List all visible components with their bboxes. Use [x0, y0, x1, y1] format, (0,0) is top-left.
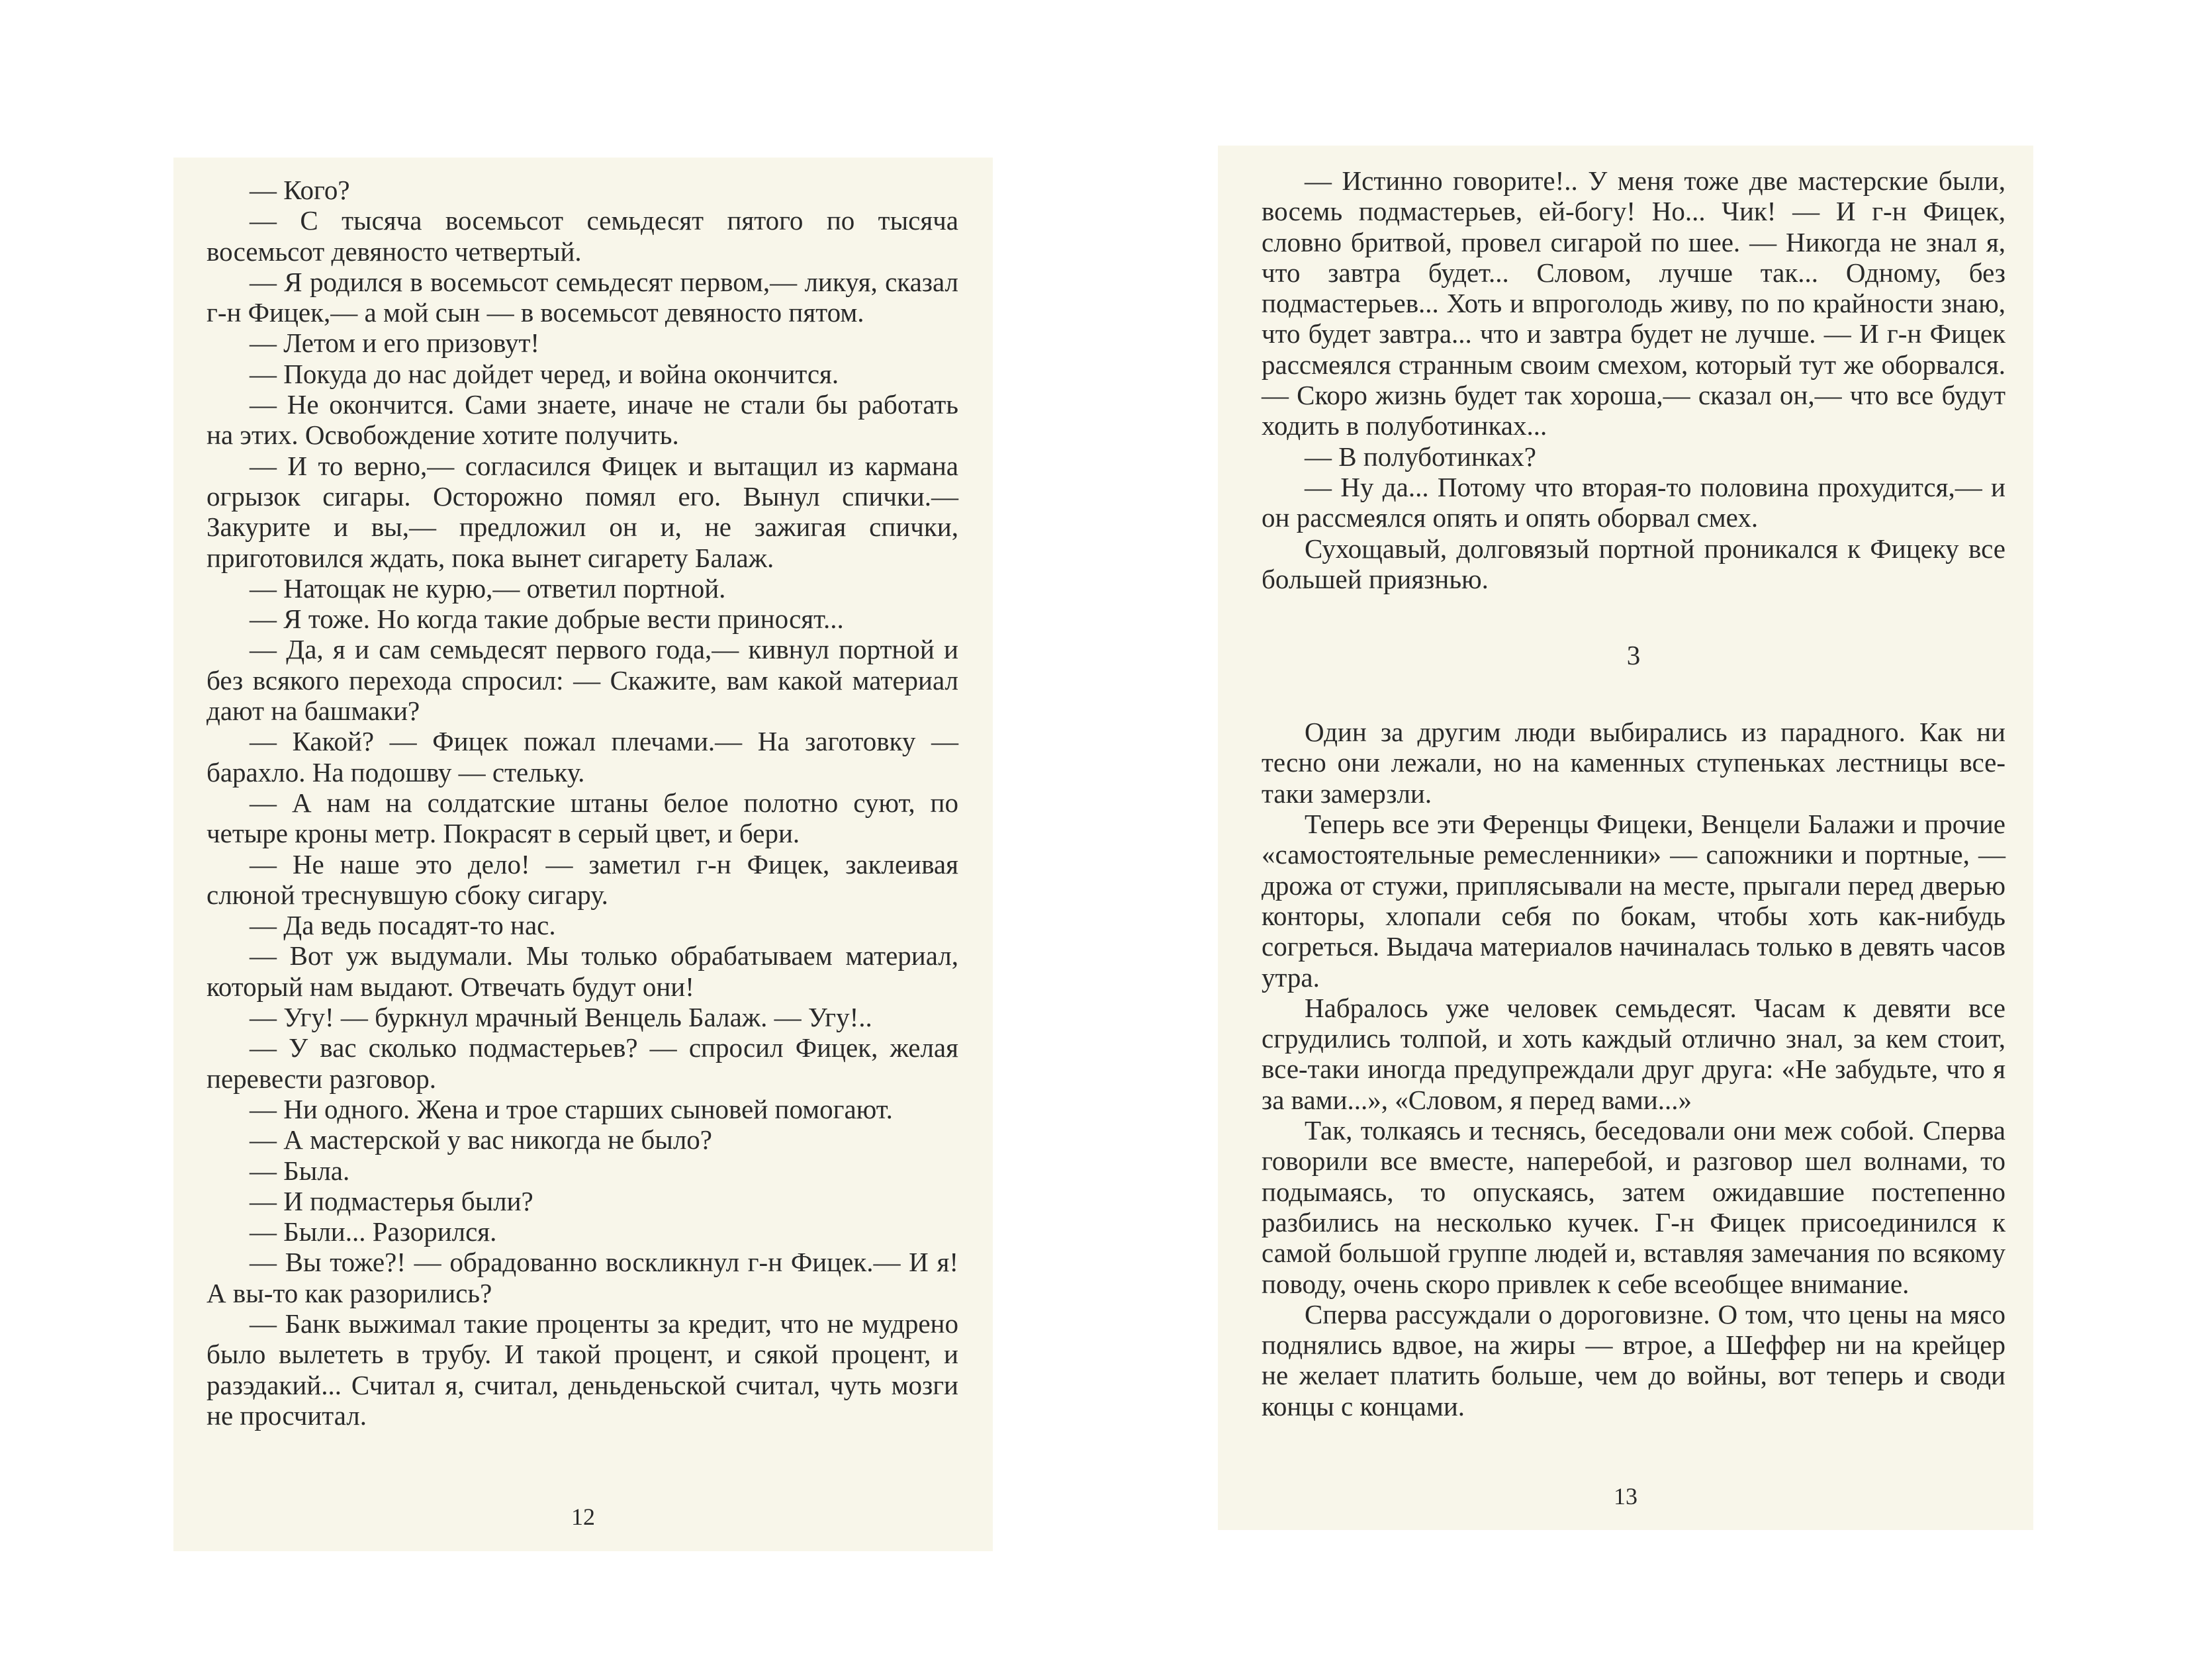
page-number: 13: [1614, 1483, 1637, 1509]
paragraph: — А мастерской у вас никогда не было?: [250, 1124, 712, 1155]
paragraph: — Вы тоже?! — обрадованно воскликнул г-н Фицек.— И я! А вы-то как разорились?: [207, 1247, 958, 1308]
paragraph: — Я тоже. Но когда такие добрые вести приносят...: [250, 604, 844, 635]
paragraph: — Да, я и сам семьдесят первого года,— кивнул портной и без всякого перехода спросил: — Скажите, вам какой материал дают на башмаки?: [207, 634, 958, 727]
paragraph: — Кого?: [250, 175, 350, 205]
paragraph: — Натощак не курю,— ответил портной.: [250, 572, 726, 604]
paragraph: — А нам на солдатские штаны белое полотно суют, по четыре кроны метр. Покрасят в серый цвет, и бери.: [207, 787, 958, 849]
paragraph: — У вас сколько подмастерьев? — спросил Фицек, желая перевести разговор.: [207, 1032, 958, 1094]
left-page: [173, 158, 993, 1551]
paragraph: — Да ведь посадят-то нас.: [250, 910, 556, 941]
paragraph: Теперь все эти Ференцы Фицеки, Венцели Балажи и прочие «самостоятельные ремесленники» — сапожники и портные, — дрожа от стужи, приплясывали на месте, прыгали перед дверью конторы, хлопали себя по бокам, чтобы хоть как-нибудь согреться. Выдача материалов начиналась только в девять часов утра.: [1262, 809, 2005, 993]
paragraph: — Летом и его призовут!: [250, 328, 540, 359]
paragraph: Сперва рассуждали о дороговизне. О том, что цены на мясо поднялись вдвое, на жиры — втрое, а Шеффер ни на крейцер не желает платить больше, чем до войны, вот теперь и своди концы с концами.: [1262, 1298, 2005, 1421]
paragraph: — Какой? — Фицек пожал плечами.— На заготовку — барахло. На подошву — стельку.: [207, 726, 958, 788]
page-number: 12: [571, 1504, 595, 1530]
paragraph: Набралось уже человек семьдесят. Часам к девяти все сгрудились толпой, и хоть каждый отлично знал, за кем стоит, все-таки иногда предупреждали друг друга: «Не забудьте, что я за вами...», «Словом, я перед вами...»: [1262, 992, 2005, 1115]
paragraph: — Я родился в восемьсот семьдесят первом,— ликуя, сказал г-н Фицек,— а мой сын — в восемьсот девяносто пятом.: [207, 266, 958, 328]
paragraph: — И подмастерья были?: [250, 1185, 533, 1216]
paragraph: — Покуда до нас дойдет черед, и война окончится.: [250, 358, 839, 389]
paragraph: — Были... Разорился.: [250, 1216, 497, 1247]
paragraph: — И то верно,— согласился Фицек и вытащил из кармана огрызок сигары. Осторожно помял его. Вынул спички.— Закурите и вы,— предложил он и, не зажигая спички, приготовился ждать, пока вынет сигарету Балаж.: [207, 450, 958, 573]
paragraph: — Вот уж выдумали. Мы только обрабатываем материал, который нам выдают. Отвечать будут они!: [207, 940, 958, 1002]
paragraph: — Истинно говорите!.. У меня тоже две мастерские были, восемь подмастерьев, ей-богу! Но... Чик! — И г-н Фицек, словно бритвой, провел сигарой по шее. — Никогда не знал я, что завтра будет... Словом, лучше так... Одному, без подмастерьев... Хоть и впроголодь живу, по по крайности знаю, что будет завтра... что и завтра будет не лучше. — И г-н Фицек рассмеялся странным своим смехом, который тут же оборвался.— Скоро жизнь будет так хороша,— сказал он,— что все будут ходить в полуботинках...: [1262, 165, 2005, 441]
paragraph: — Ну да... Потому что вторая-то половина прохудится,— и он рассмеялся опять и опять оборвал смех.: [1262, 471, 2005, 533]
right-page: [1218, 146, 2033, 1530]
paragraph: — Угу! — буркнул мрачный Венцель Балаж. — Угу!..: [250, 1002, 872, 1033]
paragraph: — В полуботинках?: [1305, 441, 1536, 472]
paragraph: — Банк выжимал такие проценты за кредит, что не мудрено было вылететь в трубу. И такой процент, и сякой процент, и разэдакий... Считал я, считал, деньденьской считал, чуть мозги не просчитал.: [207, 1308, 958, 1431]
right-page-text: [1262, 165, 2005, 1421]
paragraph: — Была.: [250, 1155, 350, 1186]
paragraph: Так, толкаясь и теснясь, беседовали они меж собой. Сперва говорили все вместе, наперебой, и разговор шел волнами, то подымаясь, то опускаясь, затем ожидавшие постепенно разбились на несколько кучек. Г-н Фицек присоединился к самой большой группе людей и, вставляя замечания по всякому поводу, очень скоро привлек к себе всеобщее внимание.: [1262, 1115, 2005, 1299]
paragraph: Сухощавый, долговязый портной проникался к Фицеку все большей приязнью.: [1262, 533, 2005, 594]
paragraph: — С тысяча восемьсот семьдесят пятого по тысяча восемьсот девяносто четвертый.: [207, 205, 958, 267]
paragraph: — Не наше это дело! — заметил г-н Фицек, заклеивая слюной треснувшую сбоку сигару.: [207, 848, 958, 910]
paragraph: — Не окончится. Сами знаете, иначе не стали бы работать на этих. Освобождение хотите получить.: [207, 389, 958, 451]
left-page-text: [207, 175, 958, 1431]
paragraph: Один за другим люди выбирались из парадного. Как ни тесно они лежали, но на каменных ступеньках лестницы все-таки замерзли.: [1262, 717, 2005, 809]
chapter-number: 3: [1626, 640, 1641, 671]
paragraph: — Ни одного. Жена и трое старших сыновей помогают.: [250, 1093, 893, 1124]
